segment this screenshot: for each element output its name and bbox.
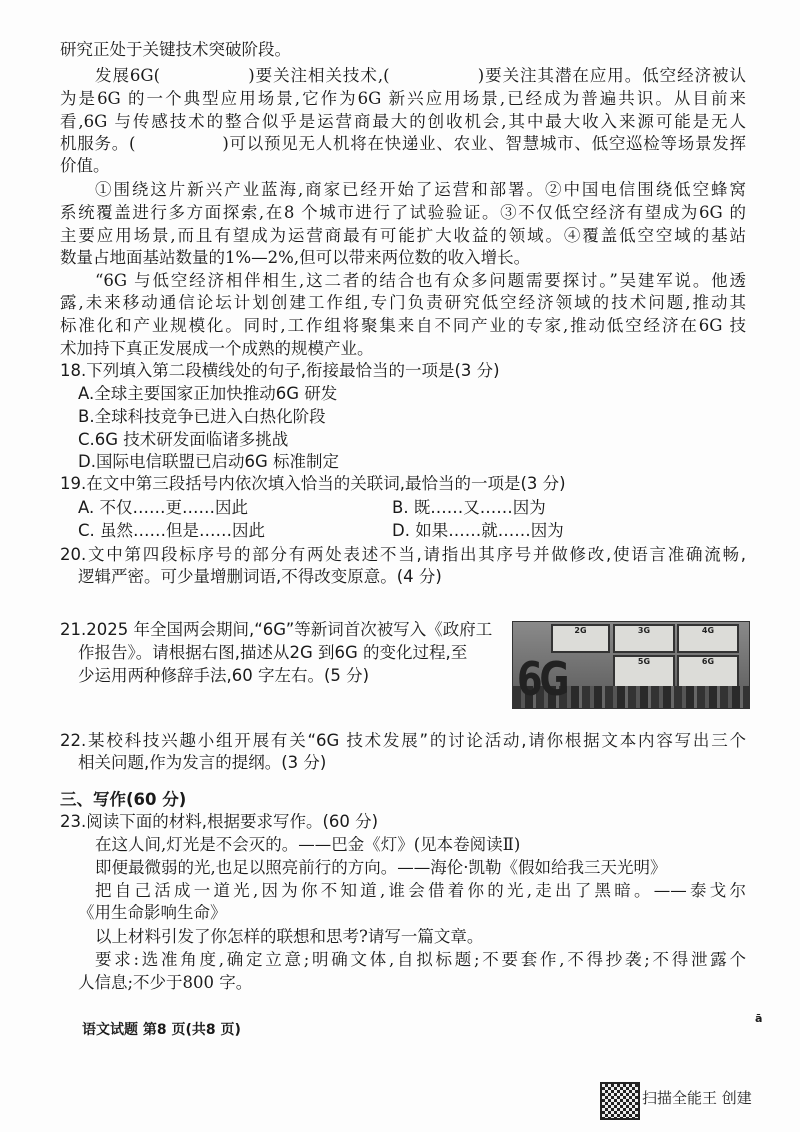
panel-5g: 5G xyxy=(613,655,675,689)
question-18-option-c: C.6G 技术研发面临诸多挑战 xyxy=(78,430,289,449)
question-19-option-d: D. 如果……就……因为 xyxy=(392,521,564,540)
question-21-line: 21.2025 年全国两会期间,“6G”等新词首次被写入《政府工 xyxy=(60,620,493,639)
question-18-option-d: D.国际电信联盟已启动6G 标准制定 xyxy=(78,452,339,471)
big-6g-text: 6G xyxy=(517,652,567,706)
6g-evolution-image xyxy=(512,621,750,709)
question-18-stem: 18.下列填入第二段横线处的句子,衔接最恰当的一项是(3 分) xyxy=(60,361,500,380)
question-22-line: 22.某校科技兴趣小组开展有关“6G 技术发展”的讨论活动,请你根据文本内容写出三个 xyxy=(60,731,746,750)
question-19-option-b: B. 既……又……因为 xyxy=(392,498,546,517)
material-line: 在这人间,灯光是不会灭的。——巴金《灯》(见本卷阅读Ⅱ) xyxy=(95,835,521,854)
prompt-line: 以上材料引发了你怎样的联想和思考?请写一篇文章。 xyxy=(95,927,484,946)
passage-line: 术加持下真正发展成一个成熟的规模产业。 xyxy=(60,339,374,358)
scanner-watermark: 扫描全能王 创建 xyxy=(642,1089,752,1107)
question-20-line: 逻辑严密。可少量增删词语,不得改变原意。(4 分) xyxy=(78,567,442,586)
passage-line: 系统覆盖进行多方面探索,在8 个城市进行了试验验证。③不仅低空经济有望成为6G 的 xyxy=(60,203,746,222)
question-19-option-a: A. 不仅……更……因此 xyxy=(78,498,248,517)
panel-2g: 2G xyxy=(551,624,610,653)
passage-line: 数量占地面基站数量的1%—2%,但可以带来两位数的收入增长。 xyxy=(60,248,531,267)
passage-line: 看,6G 与传感技术的整合似乎是运营商最大的创收机会,其中最大收入来源可能是无人 xyxy=(60,112,746,131)
question-20-line: 20.文中第四段标序号的部分有两处表述不当,请指出其序号并做修改,使语言准确流畅, xyxy=(60,545,746,564)
passage-line: 为是6G 的一个典型应用场景,它作为6G 新兴应用场景,已经成为普遍共识。从目前来 xyxy=(60,89,746,108)
panel-6g: 6G xyxy=(677,655,739,689)
panel-4g: 4G xyxy=(677,624,739,653)
corner-mark: ā xyxy=(755,1012,763,1025)
passage-line: 研究正处于关键技术突破阶段。 xyxy=(60,40,291,59)
question-23-stem: 23.阅读下面的材料,根据要求写作。(60 分) xyxy=(60,812,379,831)
material-line: 《用生命影响生命》 xyxy=(78,903,227,922)
passage-line: 标准化和产业规模化。同时,工作组将聚集来自不同产业的专家,推动低空经济在6G 技 xyxy=(60,316,746,335)
question-22-line: 相关问题,作为发言的提纲。(3 分) xyxy=(78,753,327,772)
section-heading-writing: 三、写作(60 分) xyxy=(60,790,187,809)
question-19-stem: 19.在文中第三段括号内依次填入恰当的关联词,最恰当的一项是(3 分) xyxy=(60,474,566,493)
passage-line: 发展6G( )要关注相关技术,( )要关注其潜在应用。低空经济被认 xyxy=(95,66,746,85)
material-line: 把自己活成一道光,因为你不知道,谁会借着你的光,走出了黑暗。——泰戈尔 xyxy=(95,881,746,900)
passage-line: “6G 与低空经济相伴相生,这二者的结合也有众多问题需要探讨。”吴建军说。他透 xyxy=(95,271,746,290)
material-line: 即便最微弱的光,也足以照亮前行的方向。——海伦·凯勒《假如给我三天光明》 xyxy=(95,858,667,877)
panel-3g: 3G xyxy=(613,624,675,653)
passage-line: 价值。 xyxy=(60,156,110,175)
question-18-option-a: A.全球主要国家正加快推动6G 研发 xyxy=(78,384,338,403)
requirement-line: 要求:选准角度,确定立意;明确文体,自拟标题;不要套作,不得抄袭;不得泄露个 xyxy=(95,950,746,969)
requirement-line: 人信息;不少于800 字。 xyxy=(78,973,253,992)
passage-line: ①围绕这片新兴产业蓝海,商家已经开始了运营和部署。②中国电信围绕低空蜂窝 xyxy=(95,180,746,199)
passage-line: 露,未来移动通信论坛计划创建工作组,专门负责研究低空经济领域的技术问题,推动其 xyxy=(60,293,746,312)
passage-line: 机服务。( )可以预见无人机将在快递业、农业、智慧城市、低空巡检等场景发挥 xyxy=(60,134,746,153)
qr-code-icon xyxy=(600,1082,640,1120)
question-21-line: 少运用两种修辞手法,60 字左右。(5 分) xyxy=(78,666,370,685)
page-footer: 语文试题 第8 页(共8 页) xyxy=(82,1022,241,1038)
passage-line: 主要应用场景,而且有望成为运营商最有可能扩大收益的领域。④覆盖低空空域的基站 xyxy=(60,226,746,245)
question-18-option-b: B.全球科技竞争已进入白热化阶段 xyxy=(78,407,326,426)
question-19-option-c: C. 虽然……但是……因此 xyxy=(78,521,266,540)
question-21-line: 作报告》。请根据右图,描述从2G 到6G 的变化过程,至 xyxy=(78,643,468,662)
